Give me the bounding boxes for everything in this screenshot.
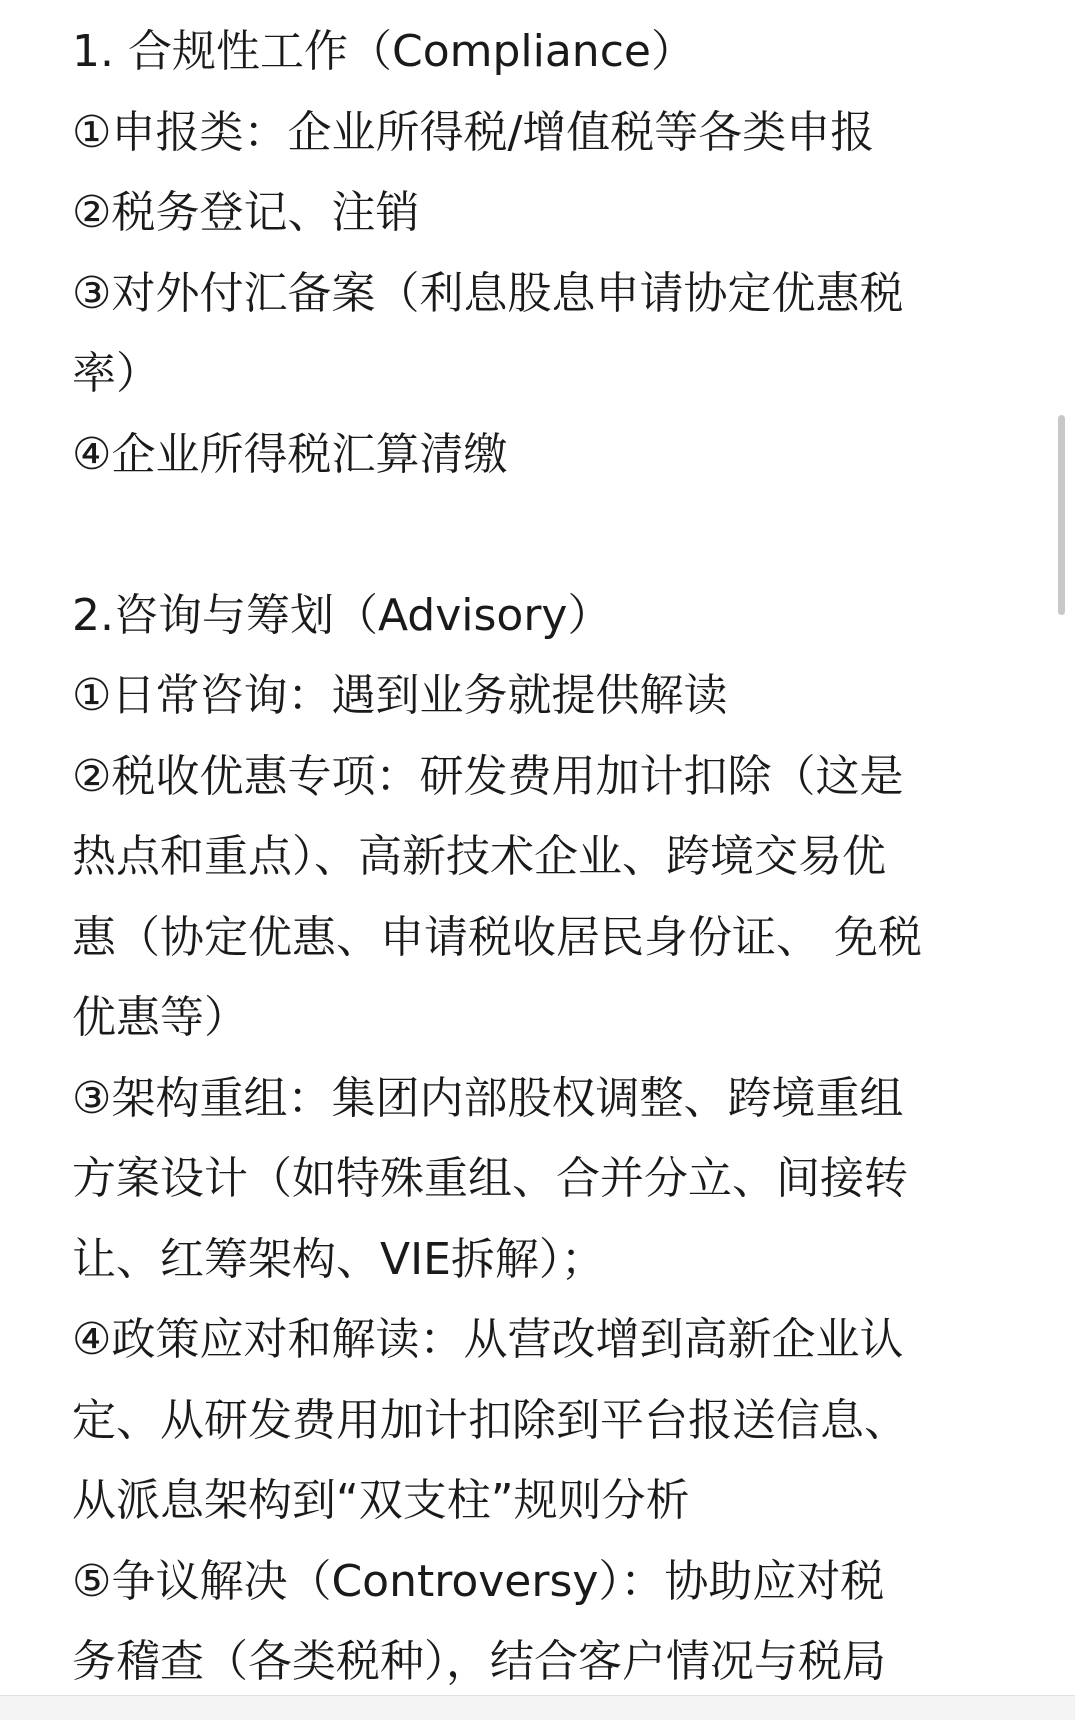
- text-line: 热点和重点）、高新技术企业、跨境交易优: [72, 831, 886, 882]
- text-line: 方案设计（如特殊重组、合并分立、间接转: [72, 1153, 908, 1204]
- bottom-bar: [0, 1695, 1075, 1720]
- section-heading-compliance: 1. 合规性工作（Compliance）: [72, 26, 695, 77]
- text-line: ②税收优惠专项：研发费用加计扣除（这是: [72, 750, 904, 802]
- text-line: ③架构重组：集团内部股权调整、跨境重组: [72, 1072, 904, 1124]
- text-line: 务稽查（各类税种），结合客户情况与税局: [72, 1636, 886, 1687]
- document-text: [72, 12, 1012, 1703]
- text-line: 定、从研发费用加计扣除到平台报送信息、: [72, 1394, 908, 1446]
- text-line: 惠（协定优惠、申请税收居民身份证、 免税: [72, 911, 922, 963]
- text-line: ⑤争议解决（Controversy）：协助应对税: [72, 1555, 885, 1607]
- text-line: ④政策应对和解读：从营改增到高新企业认: [72, 1314, 904, 1365]
- vertical-scrollbar[interactable]: [1058, 415, 1065, 615]
- text-line: ④企业所得税汇算清缴: [72, 428, 508, 480]
- text-line: 让、红筹架构、VIE拆解）；: [72, 1233, 605, 1285]
- text-line: ③对外付汇备案（利息股息申请协定优惠税: [72, 267, 904, 319]
- text-line: 从派息架构到“双支柱”规则分析: [72, 1475, 690, 1526]
- blank-line: [72, 495, 1012, 576]
- text-line: ①日常咨询：遇到业务就提供解读: [72, 670, 728, 721]
- text-line: 率）: [72, 348, 160, 399]
- text-line: 优惠等）: [72, 992, 248, 1043]
- section-heading-advisory: 2.咨询与筹划（Advisory）: [72, 589, 612, 641]
- text-line: ②税务登记、注销: [72, 187, 420, 238]
- text-line: ①申报类：企业所得税/增值税等各类申报: [72, 106, 875, 158]
